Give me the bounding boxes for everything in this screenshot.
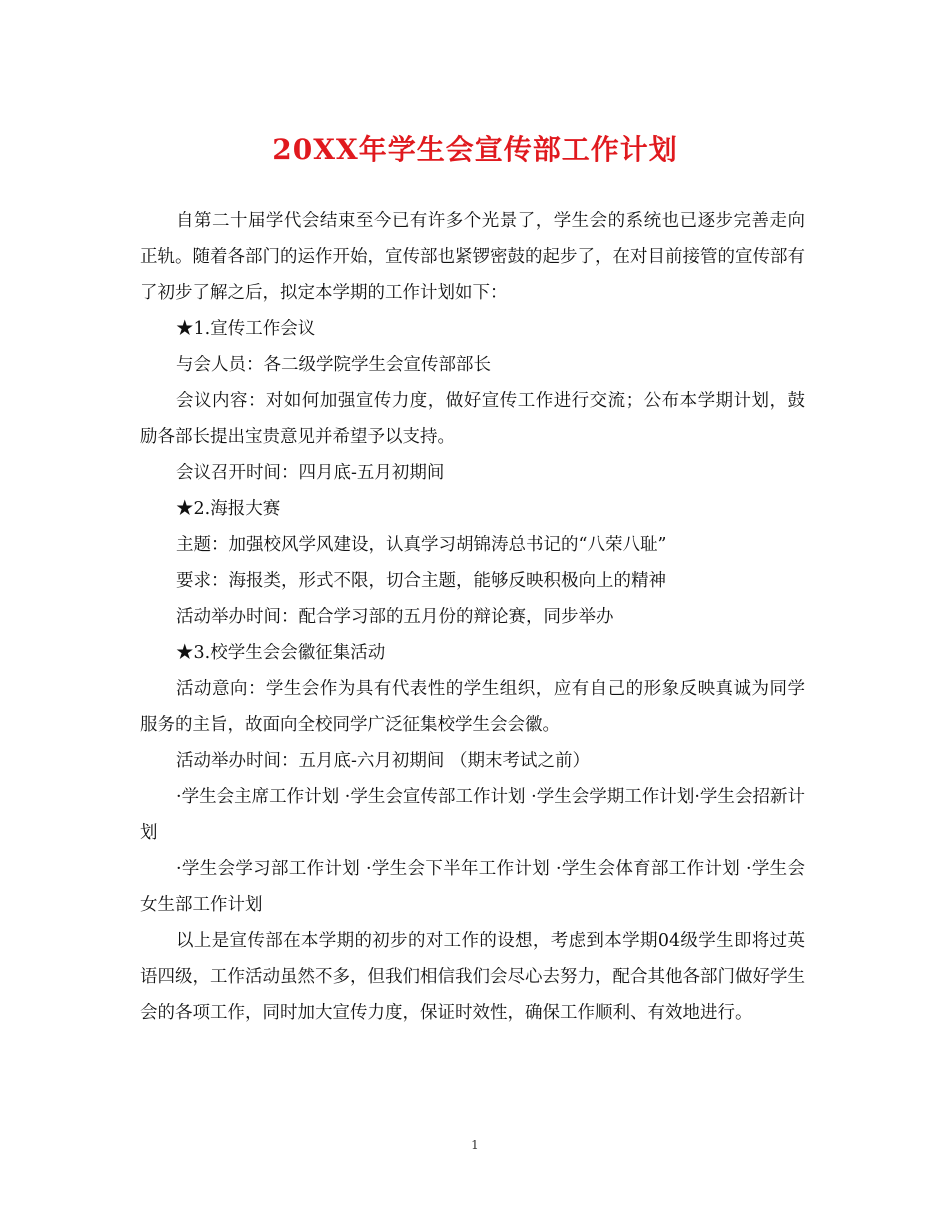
paragraph-emblem-time: 活动举办时间：五月底-六月初期间 （期末考试之前） [176,751,590,771]
paragraph-conclusion: 以上是宣传部在本学期的初步的对工作的设想，考虑到本学期04级学生即将过英语四级，工作活动虽然不多，但我们相信我们会尽心去努力，配合其他各部门做好学生会的各项工作，同时加大宣传力度，保证时效性，确保工作顺利、有效地进行。 [140,931,805,1023]
related-links-1: ·学生会主席工作计划 ·学生会宣传部工作计划 ·学生会学期工作计划·学生会招新计划 [140,787,805,843]
paragraph-theme: 主题：加强校风学风建设，认真学习胡锦涛总书记的“八荣八耻” [176,535,667,555]
section-heading-3: ★3.校学生会会徽征集活动 [176,643,386,663]
related-links-2: ·学生会学习部工作计划 ·学生会下半年工作计划 ·学生会体育部工作计划 ·学生会女生部工作计划 [140,859,805,915]
paragraph-requirements: 要求：海报类，形式不限，切合主题，能够反映积极向上的精神 [176,571,666,591]
section-heading-1: ★1.宣传工作会议 [176,319,316,339]
paragraph-attendees: 与会人员：各二级学院学生会宣传部部长 [176,355,491,375]
page-number: 1 [471,1138,479,1152]
paragraph-meeting-content: 会议内容：对如何加强宣传力度，做好宣传工作进行交流；公布本学期计划，鼓励各部长提出宝贵意见并希望予以支持。 [140,391,805,447]
section-heading-2: ★2.海报大赛 [176,499,281,519]
paragraph-poster-time: 活动举办时间：配合学习部的五月份的辩论赛，同步举办 [176,607,614,627]
document-body [140,203,805,1031]
paragraph-meeting-time: 会议召开时间：四月底-五月初期间 [176,463,445,483]
document-title: 20XX年学生会宣传部工作计划 [272,133,678,166]
paragraph-intent: 活动意向：学生会作为具有代表性的学生组织，应有自己的形象反映真诚为同学服务的主旨，故面向全校同学广泛征集校学生会会徽。 [140,679,805,735]
paragraph-intro: 自第二十届学代会结束至今已有许多个光景了，学生会的系统也已逐步完善走向正轨。随着各部门的运作开始，宣传部也紧锣密鼓的起步了，在对目前接管的宣传部有了初步了解之后，拟定本学期的工作计划如下： [140,211,805,303]
